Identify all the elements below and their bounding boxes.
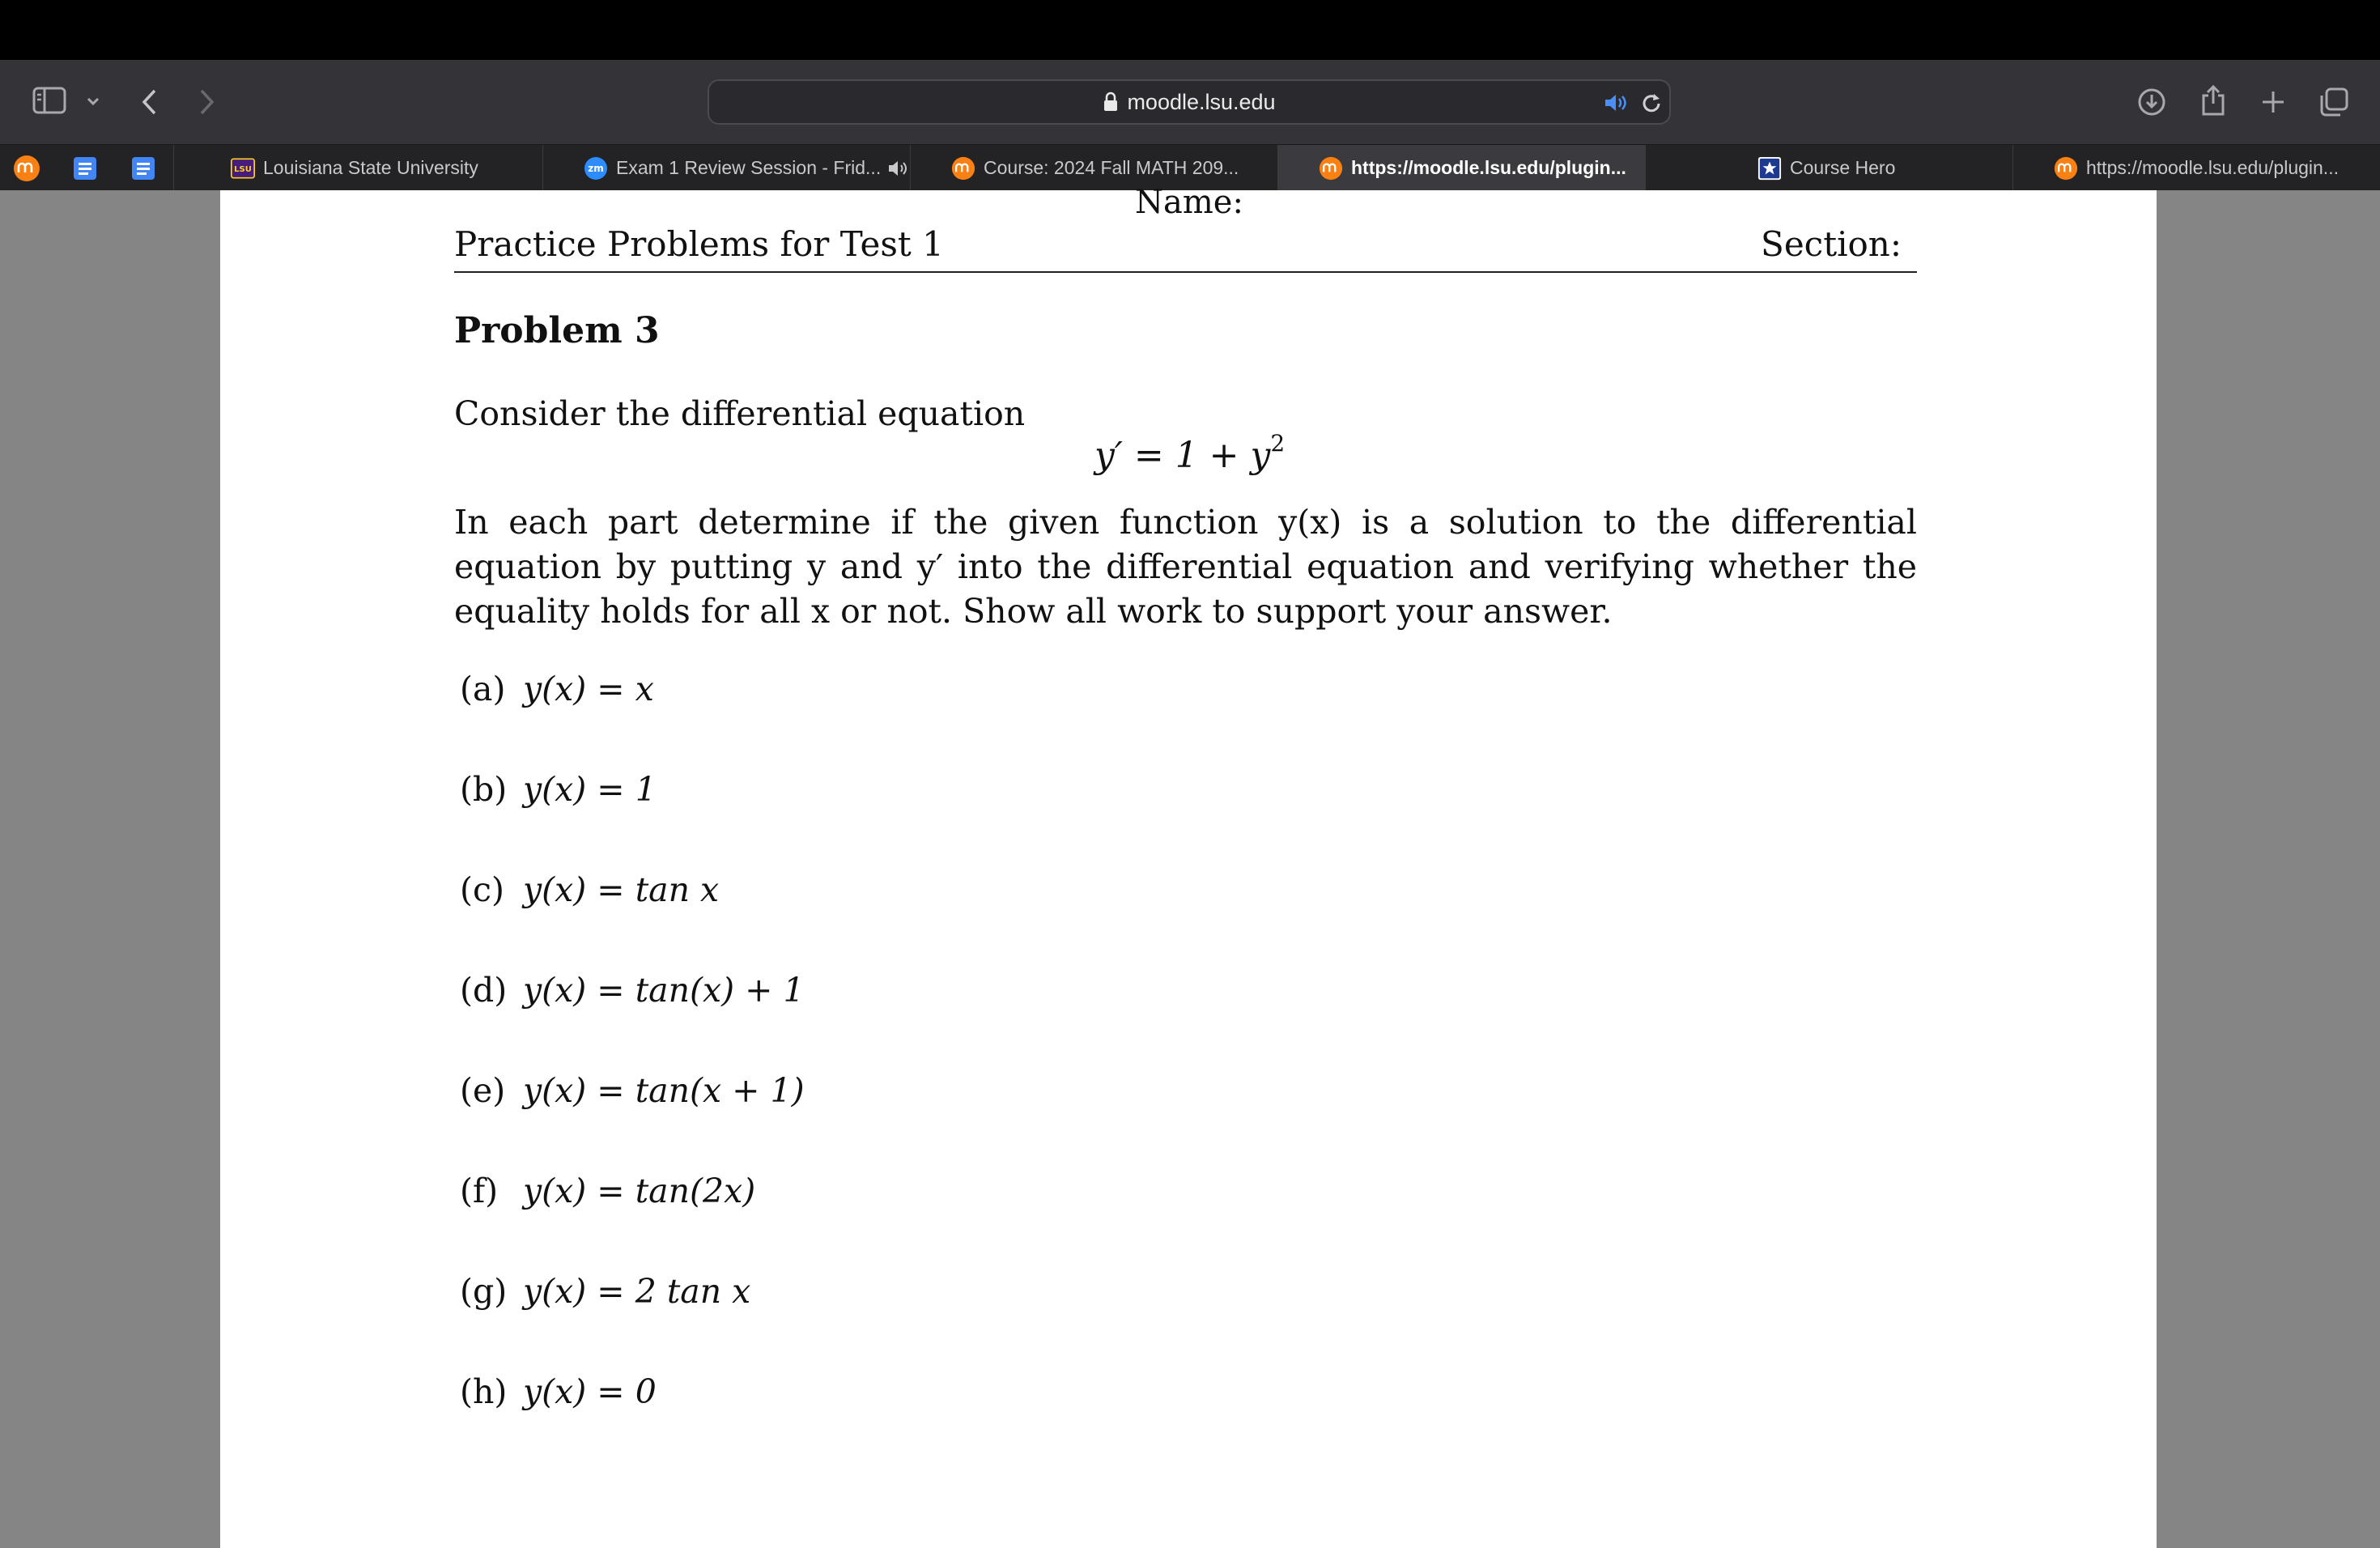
part-expression: y(x) = x bbox=[523, 670, 654, 708]
part-f bbox=[460, 1172, 755, 1210]
docs-icon bbox=[72, 155, 98, 181]
tab-label: Louisiana State University bbox=[263, 157, 478, 178]
tab-label: https://moodle.lsu.edu/plugin... bbox=[1351, 157, 1626, 178]
tab-audio-icon[interactable] bbox=[887, 159, 910, 178]
share-icon[interactable] bbox=[2197, 81, 2229, 120]
part-label: (g) bbox=[460, 1272, 508, 1311]
intro-text: Consider the differential equation bbox=[454, 394, 1026, 433]
part-c bbox=[460, 870, 719, 909]
part-expression: y(x) = 1 bbox=[523, 770, 657, 809]
coursehero-icon bbox=[1757, 156, 1782, 181]
name-label: Name: bbox=[1135, 184, 1243, 221]
tab-exam-review-session[interactable] bbox=[542, 145, 910, 191]
moodle-icon bbox=[2054, 156, 2078, 181]
part-label: (a) bbox=[460, 670, 506, 708]
equation-text: y′ = 1 + y bbox=[1094, 435, 1271, 476]
part-h bbox=[460, 1372, 657, 1411]
document-header-title: Practice Problems for Test 1 bbox=[454, 224, 944, 264]
address-bar[interactable] bbox=[708, 79, 1671, 125]
svg-text:LSU: LSU bbox=[234, 164, 252, 174]
part-e bbox=[460, 1071, 805, 1110]
part-label: (f) bbox=[460, 1172, 499, 1210]
equation-exponent: 2 bbox=[1270, 430, 1286, 457]
lsu-icon bbox=[231, 156, 255, 181]
lock-icon bbox=[1103, 91, 1119, 113]
tab-moodle-plugin-active[interactable] bbox=[1277, 145, 1645, 191]
moodle-icon bbox=[951, 156, 975, 181]
tab-label: Course Hero bbox=[1790, 157, 1896, 178]
url-text: moodle.lsu.edu bbox=[1127, 89, 1276, 114]
chevron-down-icon[interactable] bbox=[83, 91, 104, 112]
new-tab-icon[interactable] bbox=[2257, 84, 2289, 120]
svg-text:zm: zm bbox=[588, 162, 604, 174]
tab-course-hero[interactable] bbox=[1645, 145, 2012, 191]
part-label: (h) bbox=[460, 1372, 508, 1411]
part-expression: y(x) = 2 tan x bbox=[523, 1272, 751, 1311]
part-d bbox=[460, 971, 805, 1010]
instructions-text: In each part determine if the given function y(x) is a solution to the differential equation by putting y and y′ into the differential equation and verifying whether the equality holds for all x or not. Show all work to support your answer. bbox=[454, 503, 1917, 631]
downloads-icon[interactable] bbox=[2136, 84, 2168, 120]
sidebar-toggle-icon[interactable] bbox=[31, 84, 68, 117]
menu-bar-area bbox=[0, 0, 2380, 60]
part-g bbox=[460, 1272, 750, 1311]
differential-equation bbox=[1094, 430, 1286, 476]
part-expression: y(x) = tan(2x) bbox=[523, 1172, 756, 1210]
tab-label: Course: 2024 Fall MATH 209... bbox=[984, 157, 1239, 178]
part-expression: y(x) = tan x bbox=[523, 870, 720, 909]
header-rule bbox=[454, 271, 1917, 273]
moodle-icon bbox=[13, 155, 40, 182]
tab-label: Exam 1 Review Session - Frid... bbox=[616, 157, 882, 178]
tab-louisiana-state-university[interactable] bbox=[173, 145, 542, 191]
part-label: (d) bbox=[460, 971, 508, 1010]
audio-playing-icon[interactable] bbox=[1603, 91, 1630, 115]
pdf-page bbox=[220, 184, 2157, 1548]
part-expression: y(x) = tan(x + 1) bbox=[523, 1071, 805, 1110]
part-label: (e) bbox=[460, 1071, 506, 1110]
tab-label: https://moodle.lsu.edu/plugin... bbox=[2086, 157, 2339, 178]
tab-overview-icon[interactable] bbox=[2317, 84, 2351, 120]
zoom-icon bbox=[584, 156, 608, 181]
part-a bbox=[460, 670, 654, 708]
part-expression: y(x) = 0 bbox=[523, 1372, 657, 1411]
part-label: (b) bbox=[460, 770, 508, 809]
docs-icon bbox=[130, 155, 156, 181]
pinned-tab-moodle[interactable] bbox=[11, 153, 42, 184]
pdf-viewer[interactable] bbox=[0, 184, 2380, 1548]
moodle-icon bbox=[1319, 156, 1343, 181]
pinned-tab-docs-2[interactable] bbox=[128, 153, 159, 184]
back-icon[interactable] bbox=[133, 84, 165, 120]
section-label: Section: bbox=[1761, 224, 1902, 264]
problem-title: Problem 3 bbox=[454, 310, 660, 351]
pinned-tab-docs-1[interactable] bbox=[70, 153, 100, 184]
forward-icon[interactable] bbox=[191, 84, 223, 120]
part-expression: y(x) = tan(x) + 1 bbox=[523, 971, 805, 1010]
tab-moodle-plugin-2[interactable] bbox=[2012, 145, 2380, 191]
browser-toolbar bbox=[0, 60, 2380, 144]
reload-icon[interactable] bbox=[1638, 91, 1664, 117]
part-b bbox=[460, 770, 657, 809]
part-label: (c) bbox=[460, 870, 504, 909]
